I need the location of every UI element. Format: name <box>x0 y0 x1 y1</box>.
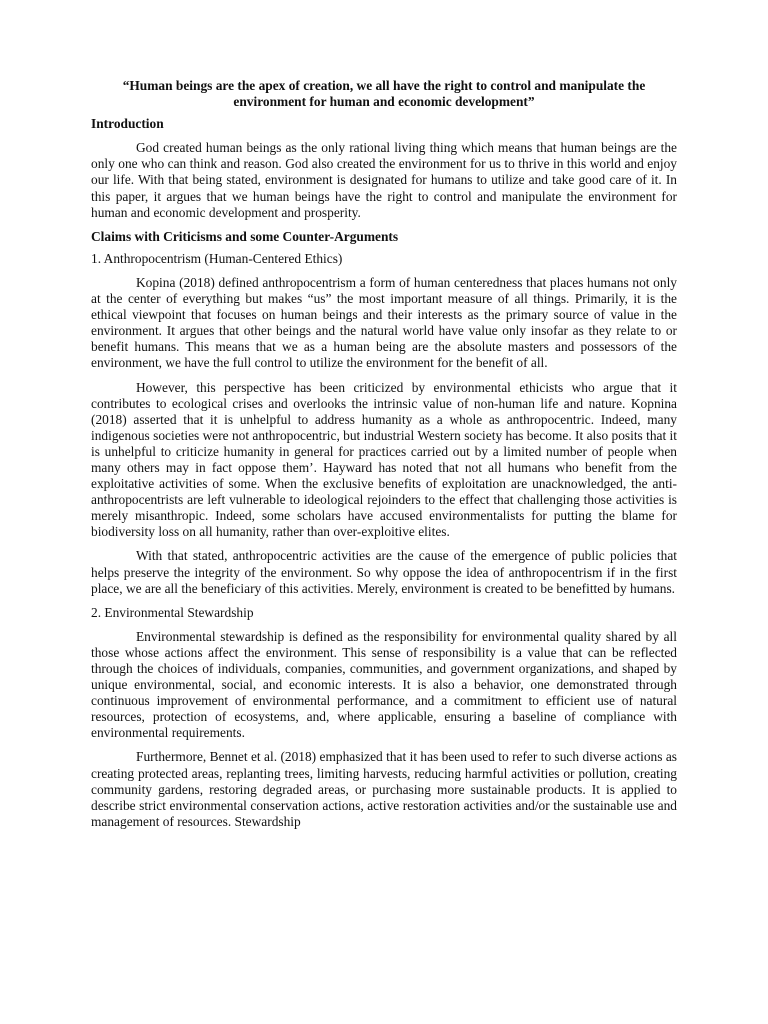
stewardship-heading: 2. Environmental Stewardship <box>91 604 254 620</box>
anthropocentrism-heading: 1. Anthropocentrism (Human-Centered Ethics) <box>91 250 343 266</box>
document-page <box>91 78 677 838</box>
anthropocentrism-paragraph-1: Kopina (2018) defined anthropocentrism a form of human centeredness that places humans not only at the center of everything but makes “us” the most important measure of all things. Primarily, it is the ethical viewpoint that focuses on human beings and their interests as the primary source of value in the environment. It argues that other beings and the natural world have value only insofar as they relate to or benefit humans. This means that we as a human being are the absolute masters and possessors of the environment, we have the full control to utilize the environment for the benefit of all. <box>91 274 677 371</box>
anthropocentrism-paragraph-2: However, this perspective has been criticized by environmental ethicists who argue that it contributes to ecological crises and overlooks the intrinsic value of non-human life and nature. Kopnina (2018) asserted that it is unhelpful to address humanity as a whole as anthropocentric. Indeed, many indigenous societies were not anthropocentric, but industrial Western society has become. It also posits that it is unhelpful to criticize humanity in general for practices carried out by a limited number of people when many others may in fact oppose them’. Hayward has noted that not all humans who benefit from the exploitative activities of some. When the exclusive benefits of exploitation are unacknowledged, the anti-anthropocentrists are left vulnerable to ideological rejoinders to the effect that challenging those activities is merely misanthropic. Indeed, some scholars have accused environmentalists for putting the blame for biodiversity loss on all humanity, rather than over-exploitive elites. <box>91 379 677 540</box>
stewardship-paragraph-1: Environmental stewardship is defined as the responsibility for environmental quality shared by all those whose actions affect the environment. This sense of responsibility is a value that can be reflected through the choices of individuals, companies, communities, and government organizations, and shaped by unique environmental, social, and economic interests. It is also a behavior, one demonstrated through continuous improvement of environmental performance, and a commitment to efficient use of natural resources, protection of ecosystems, and, where applicable, ensuring a baseline of compliance with environmental requirements. <box>91 628 677 741</box>
claims-heading: Claims with Criticisms and some Counter-Arguments <box>91 228 399 244</box>
essay-title: “Human beings are the apex of creation, we all have the right to control and manipulate the environment for human and economic development” <box>122 78 646 110</box>
stewardship-paragraph-2: Furthermore, Bennet et al. (2018) emphasized that it has been used to refer to such diverse actions as creating protected areas, replanting trees, limiting harvests, reducing harmful activities or pollution, creating community gardens, restoring degraded areas, or purchasing more sustainable products. It is applied to describe strict environmental conservation actions, active restoration activities and/or the sustainable use and management of resources. Stewardship <box>91 749 677 829</box>
introduction-paragraph: God created human beings as the only rational living thing which means that human beings are the only one who can think and reason. God also created the environment for us to thrive in this world and enjoy our life. With that being stated, environment is designated for humans to utilize and take good care of it. In this paper, it argues that we human beings have the right to control and manipulate the environment for human and economic development and prosperity. <box>91 140 677 220</box>
anthropocentrism-paragraph-3: With that stated, anthropocentric activities are the cause of the emergence of public policies that helps preserve the integrity of the environment. So why oppose the idea of anthropocentrism if in the first place, we are all the beneficiary of this activities. Merely, environment is created to be benefitted by humans. <box>91 548 677 596</box>
introduction-heading: Introduction <box>91 116 164 132</box>
